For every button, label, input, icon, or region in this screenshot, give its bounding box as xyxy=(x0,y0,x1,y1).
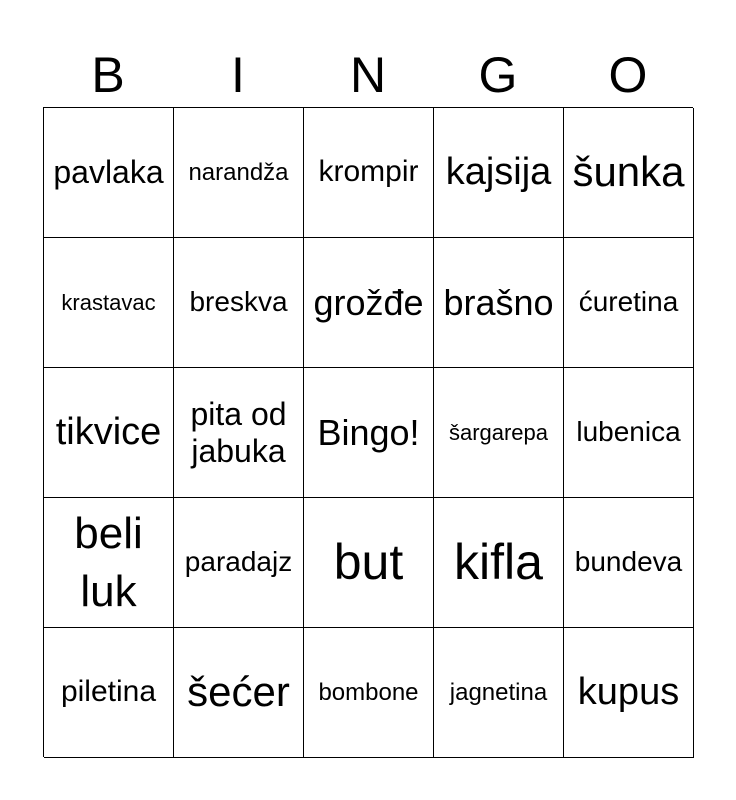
cell-text: tikvice xyxy=(55,410,162,453)
bingo-cell xyxy=(174,498,304,628)
bingo-cell xyxy=(174,238,304,368)
cell-text: šargarepa xyxy=(448,419,549,445)
header-letter-i: I xyxy=(231,47,245,103)
cell-text: breskva xyxy=(189,286,288,318)
bingo-cell xyxy=(44,108,174,238)
cell-text: grožđe xyxy=(313,281,424,323)
cell-text: bundeva xyxy=(574,546,683,578)
cell-text: paradajz xyxy=(184,546,293,578)
header-letter-b: B xyxy=(91,47,125,103)
cell-text: krompir xyxy=(318,155,419,189)
header-letter-g: G xyxy=(478,47,518,103)
bingo-cell xyxy=(434,108,564,238)
bingo-cell xyxy=(304,628,434,758)
bingo-cell xyxy=(434,238,564,368)
cell-text: but xyxy=(333,533,404,590)
header-letter-n: N xyxy=(349,47,387,103)
bingo-cell xyxy=(174,368,304,498)
bingo-grid xyxy=(43,107,693,757)
bingo-cell xyxy=(174,108,304,238)
bingo-cell xyxy=(304,498,434,628)
bingo-cell xyxy=(44,368,174,498)
cell-text: brašno xyxy=(443,281,554,323)
bingo-cell xyxy=(304,238,434,368)
bingo-cell xyxy=(434,368,564,498)
bingo-cell xyxy=(44,628,174,758)
cell-text: kupus xyxy=(577,670,680,713)
cell-text: pavlaka xyxy=(53,154,164,191)
cell-text: krastavac xyxy=(61,289,156,315)
bingo-cell xyxy=(564,108,694,238)
bingo-cell xyxy=(564,498,694,628)
bingo-cell xyxy=(564,628,694,758)
cell-text: lubenica xyxy=(576,416,681,448)
bingo-cell xyxy=(174,628,304,758)
cell-text: ćuretina xyxy=(578,286,679,318)
bingo-cell xyxy=(434,498,564,628)
header-letter-o: O xyxy=(608,47,648,103)
cell-text: bombone xyxy=(318,678,419,706)
bingo-header xyxy=(43,40,693,110)
cell-text: šunka xyxy=(572,148,685,196)
bingo-cell xyxy=(564,368,694,498)
cell-text: piletina xyxy=(60,675,157,709)
bingo-free-space xyxy=(304,368,434,498)
bingo-cell xyxy=(564,238,694,368)
cell-text: kajsija xyxy=(445,150,552,193)
cell-text: jagnetina xyxy=(449,678,548,706)
bingo-cell xyxy=(304,108,434,238)
bingo-cell xyxy=(434,628,564,758)
cell-text: kifla xyxy=(454,533,543,590)
bingo-cell xyxy=(44,498,174,628)
cell-text: pita od jabuka xyxy=(190,395,287,469)
cell-text: narandža xyxy=(188,158,289,186)
cell-text: šećer xyxy=(187,668,290,716)
cell-text: beli luk xyxy=(74,509,143,616)
bingo-cell xyxy=(44,238,174,368)
free-space-text: Bingo! xyxy=(317,411,420,453)
